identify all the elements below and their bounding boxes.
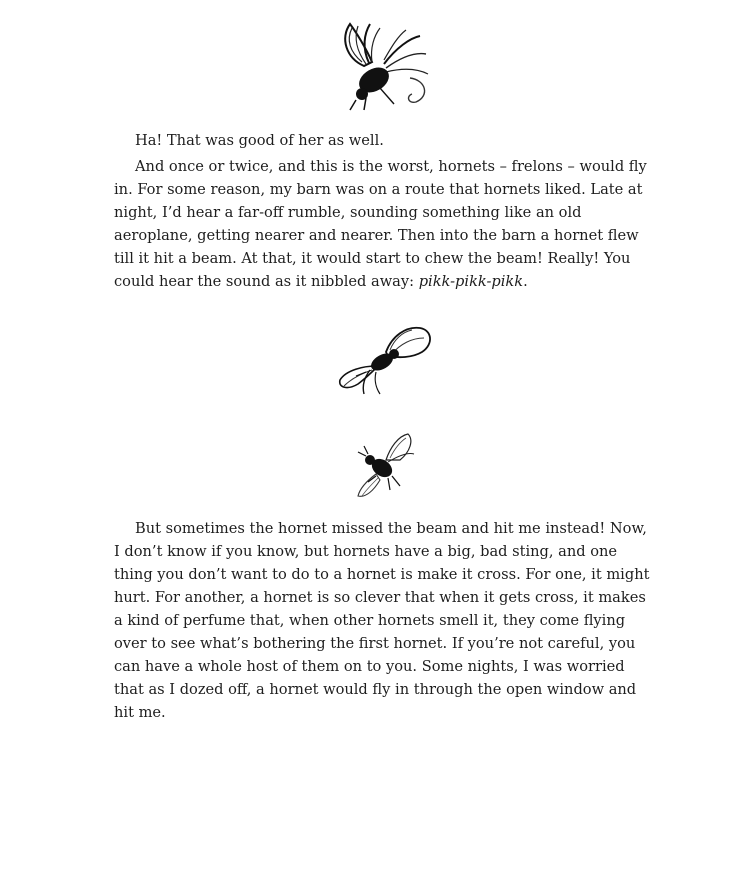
sound-effect-text: pikk-pikk-pikk: [418, 273, 524, 290]
text-block-top: [114, 129, 654, 293]
flying-insect-illustration: [336, 322, 436, 398]
paragraph-end: .: [523, 273, 528, 290]
paragraph: But sometimes the hornet missed the beam and hit me instead! Now, I don’t know if you know, but hornets have a big, bad sting, and one thing you don’t want to do to a hornet is make it cross. For one, it might hurt. For another, a hornet is so clever that when it gets cross, it makes a kind of perfume that, when other hornets smell it, they come flying over to see what’s bothering the first hornet. If you’re not careful, you can have a whole host of them on to you. Some nights, I was worried that as I dozed off, a hornet would fly in through the open window and hit me.: [114, 520, 650, 721]
paragraph: [114, 155, 654, 293]
paragraph: Ha! That was good of her as well.: [135, 132, 384, 149]
fly-illustration: [336, 18, 436, 112]
paragraph-text: And once or twice, and this is the worst, hornets – frelons – would fly in. For some reason, my barn was on a route that hornets liked. Late at night, I’d hear a far-off rumble, sounding something like an old aeroplane, getting nearer and nearer. Then into the barn a hornet flew till it hit a beam. At that, it would start to chew the beam! Really! You could hear the sound as it nibbled away:: [114, 158, 647, 290]
text-block-bottom: [114, 517, 654, 724]
hornet-illustration: [352, 430, 418, 502]
